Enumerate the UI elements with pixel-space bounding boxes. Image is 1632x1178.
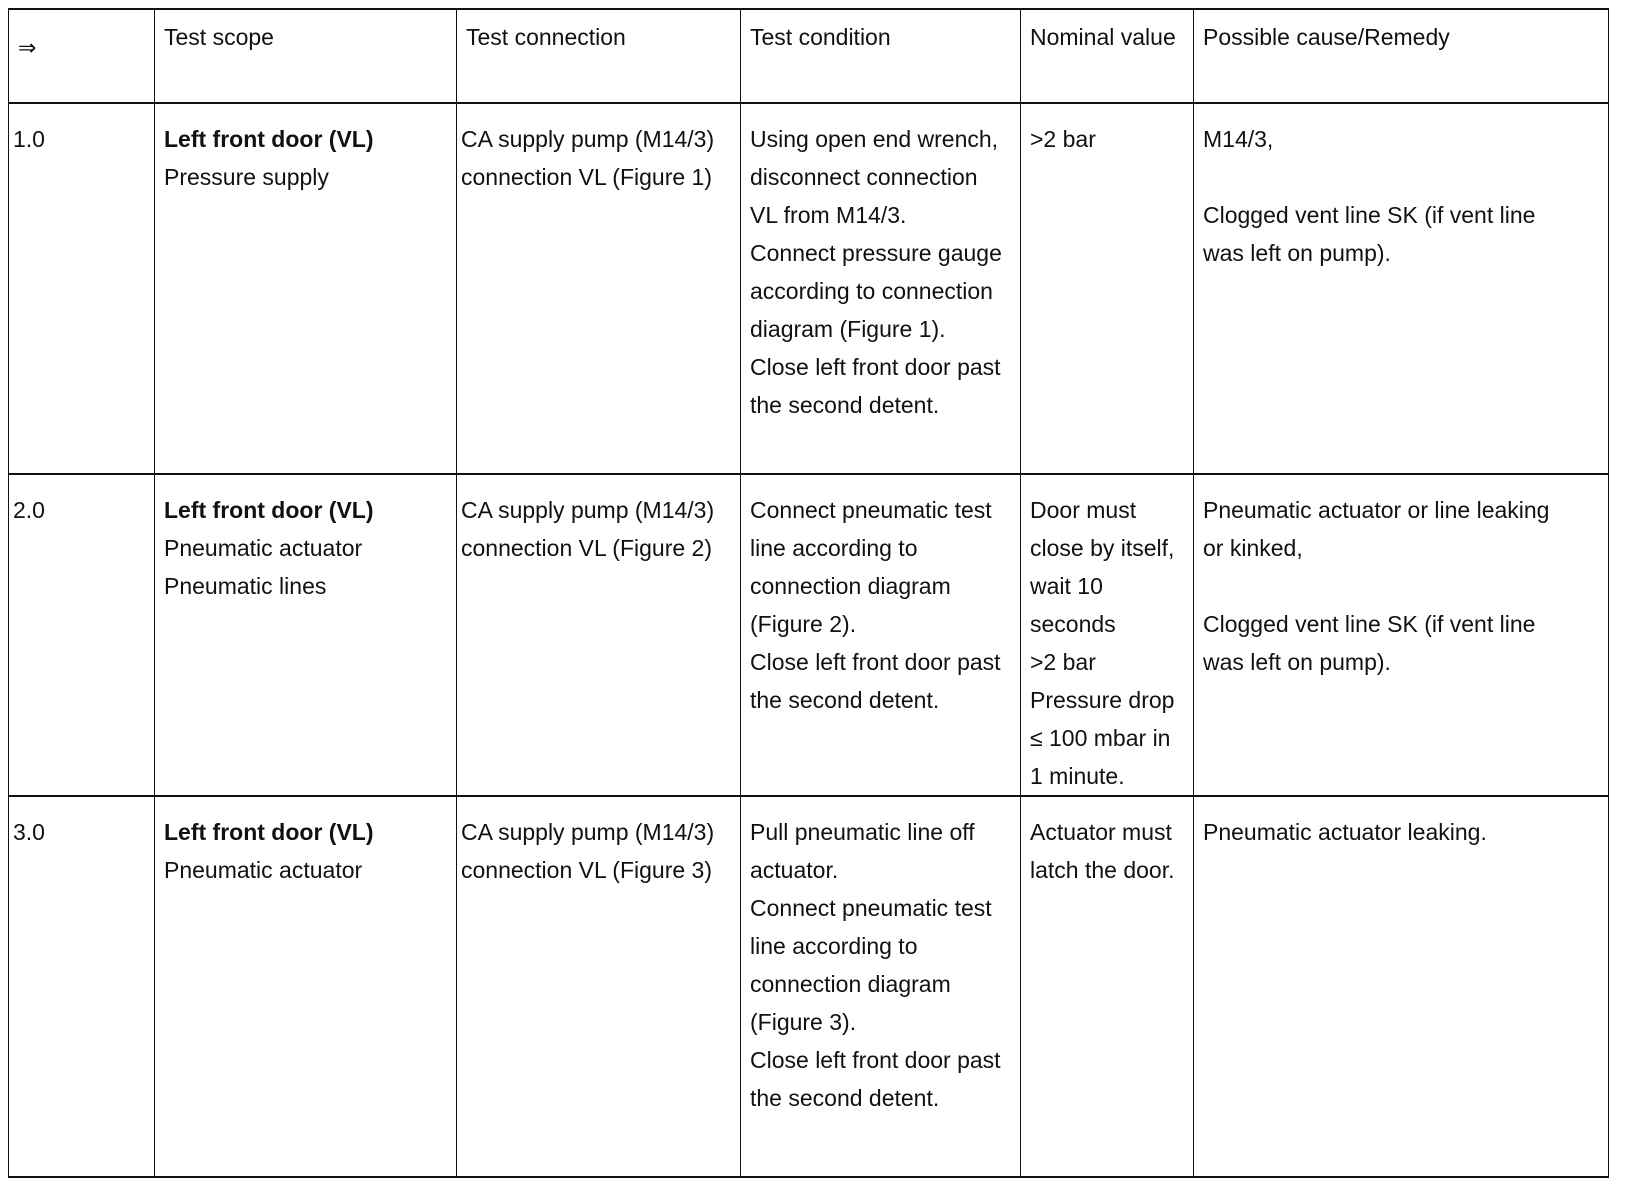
cause-line: Clogged vent line SK (if vent line — [1203, 202, 1536, 228]
step-number: 1.0 — [9, 103, 155, 474]
test-procedure-table — [8, 8, 1609, 1178]
condition-line: connection diagram — [750, 573, 951, 599]
table-row — [9, 474, 1609, 796]
condition-line: according to connection — [750, 278, 993, 304]
connection-line: CA supply pump (M14/3) — [461, 126, 715, 152]
condition-line: Close left front door past — [750, 1047, 1001, 1073]
nominal-line: Actuator must — [1030, 819, 1172, 845]
spacer — [1203, 567, 1599, 605]
cause-line: Pneumatic actuator or line leaking — [1203, 497, 1550, 523]
step-number: 3.0 — [9, 796, 155, 1177]
nominal-value-cell — [1021, 474, 1194, 796]
cause-line: was left on pump). — [1203, 240, 1391, 266]
connection-line: connection VL (Figure 1) — [461, 164, 713, 190]
condition-line: Close left front door past — [750, 354, 1001, 380]
test-procedure-sheet — [8, 8, 1608, 1138]
table-row — [9, 103, 1609, 474]
test-scope-cell — [155, 796, 457, 1177]
condition-line: Close left front door past — [750, 649, 1001, 675]
scope-line: Pneumatic actuator — [164, 857, 363, 883]
step-number: 2.0 — [9, 474, 155, 796]
cause-line: Clogged vent line SK (if vent line — [1203, 611, 1536, 637]
nominal-line: wait 10 seconds — [1030, 573, 1116, 637]
condition-line: Connect pneumatic test — [750, 895, 992, 921]
condition-line: connection diagram — [750, 971, 951, 997]
nominal-line: latch the door. — [1030, 857, 1175, 883]
test-condition-header: Test condition — [741, 9, 1021, 103]
condition-line: (Figure 2). — [750, 611, 857, 637]
table-header-row — [9, 9, 1609, 103]
connection-line: CA supply pump (M14/3) — [461, 819, 715, 845]
nominal-line: close by itself, — [1030, 535, 1175, 561]
cause-line: or kinked, — [1203, 535, 1303, 561]
condition-line: VL from M14/3. — [750, 202, 907, 228]
step-column-header: ⇒ — [9, 9, 155, 103]
test-connection-header: Test connection — [457, 9, 741, 103]
test-condition-cell — [741, 474, 1021, 796]
test-scope-cell — [155, 474, 457, 796]
condition-line: the second detent. — [750, 392, 940, 418]
nominal-value-header: Nominal value — [1021, 9, 1194, 103]
scope-line: Pressure supply — [164, 164, 329, 190]
connection-line: CA supply pump (M14/3) — [461, 497, 715, 523]
test-connection-cell — [457, 796, 741, 1177]
table-row — [9, 796, 1609, 1177]
scope-title: Left front door (VL) — [164, 819, 374, 845]
nominal-value-cell — [1021, 103, 1194, 474]
connection-line: connection VL (Figure 3) — [461, 857, 713, 883]
scope-title: Left front door (VL) — [164, 126, 374, 152]
scope-line: Pneumatic actuator — [164, 535, 363, 561]
nominal-line: 1 minute. — [1030, 763, 1125, 789]
condition-line: Connect pneumatic test — [750, 497, 992, 523]
condition-line: (Figure 3). — [750, 1009, 857, 1035]
possible-cause-remedy-header: Possible cause/Remedy — [1194, 9, 1609, 103]
nominal-line: Pressure drop — [1030, 687, 1175, 713]
cause-line: M14/3, — [1203, 126, 1274, 152]
condition-line: line according to — [750, 535, 918, 561]
condition-line: line according to — [750, 933, 918, 959]
test-scope-cell — [155, 103, 457, 474]
nominal-line: Door must — [1030, 497, 1137, 523]
scope-title: Left front door (VL) — [164, 497, 374, 523]
test-connection-cell — [457, 103, 741, 474]
spacer — [1203, 158, 1599, 196]
cause-line: was left on pump). — [1203, 649, 1391, 675]
condition-line: Connect pressure gauge — [750, 240, 1002, 266]
scope-line: Pneumatic lines — [164, 573, 327, 599]
condition-line: the second detent. — [750, 687, 940, 713]
possible-cause-cell — [1194, 103, 1609, 474]
nominal-line: ≤ 100 mbar in — [1030, 725, 1171, 751]
possible-cause-cell — [1194, 796, 1609, 1177]
nominal-value-cell — [1021, 796, 1194, 1177]
condition-line: disconnect connection — [750, 164, 978, 190]
condition-line: the second detent. — [750, 1085, 940, 1111]
condition-line: Pull pneumatic line off — [750, 819, 975, 845]
nominal-line: >2 bar — [1030, 649, 1096, 675]
test-condition-cell — [741, 796, 1021, 1177]
cause-line: Pneumatic actuator leaking. — [1203, 819, 1487, 845]
nominal-line: >2 bar — [1030, 126, 1096, 152]
condition-line: Using open end wrench, — [750, 126, 999, 152]
connection-line: connection VL (Figure 2) — [461, 535, 713, 561]
possible-cause-cell — [1194, 474, 1609, 796]
test-scope-header: Test scope — [155, 9, 457, 103]
test-condition-cell — [741, 103, 1021, 474]
condition-line: actuator. — [750, 857, 839, 883]
test-connection-cell — [457, 474, 741, 796]
condition-line: diagram (Figure 1). — [750, 316, 946, 342]
